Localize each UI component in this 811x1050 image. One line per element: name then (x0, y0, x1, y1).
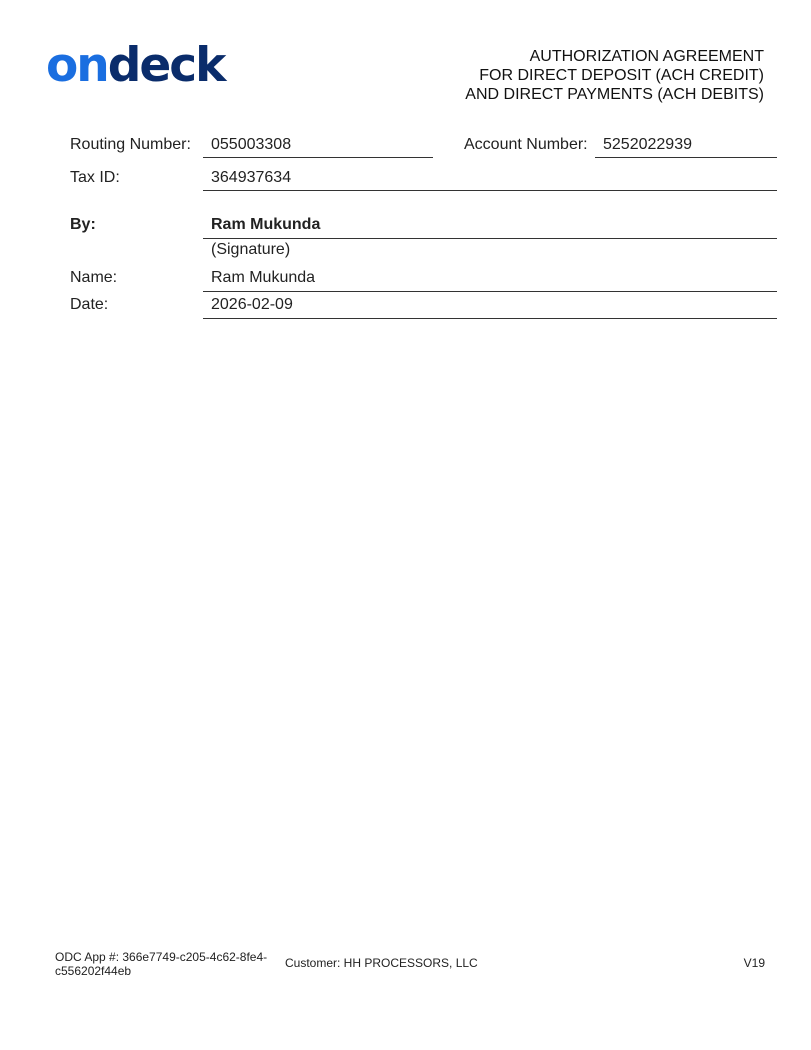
footer-app-id (55, 950, 267, 978)
tax-id-label: Tax ID: (70, 169, 120, 186)
document-title (465, 47, 764, 104)
routing-number-underline (203, 157, 433, 158)
footer-customer: Customer: HH PROCESSORS, LLC (285, 956, 478, 970)
footer-app-id-line-2: c556202f44eb (55, 964, 132, 978)
name-underline (203, 291, 777, 292)
footer-version: V19 (743, 956, 765, 970)
logo-on-text: on (46, 38, 108, 93)
account-number-label: Account Number: (464, 136, 588, 153)
signature-caption: (Signature) (211, 241, 291, 258)
routing-number-label: Routing Number: (70, 136, 191, 153)
by-label: By: (70, 216, 96, 233)
name-label: Name: (70, 269, 118, 286)
title-line-3: AND DIRECT PAYMENTS (ACH DEBITS) (465, 86, 764, 103)
name-value: Ram Mukunda (211, 269, 316, 286)
ondeck-logo (46, 36, 224, 96)
account-number-underline (595, 157, 777, 158)
account-number-value: 5252022939 (603, 136, 692, 153)
signature-underline (203, 238, 777, 239)
date-label: Date: (70, 296, 109, 313)
footer-app-id-line-1: ODC App #: 366e7749-c205-4c62-8fe4- (55, 950, 268, 964)
title-line-2: FOR DIRECT DEPOSIT (ACH CREDIT) (479, 67, 764, 84)
signature-value: Ram Mukunda (211, 216, 321, 233)
routing-number-value: 055003308 (211, 136, 292, 153)
date-value: 2026-02-09 (211, 296, 293, 313)
logo-deck-text: deck (107, 38, 225, 93)
tax-id-value: 364937634 (211, 169, 292, 186)
date-underline (203, 318, 777, 319)
tax-id-underline (203, 190, 777, 191)
title-line-1: AUTHORIZATION AGREEMENT (529, 48, 764, 65)
